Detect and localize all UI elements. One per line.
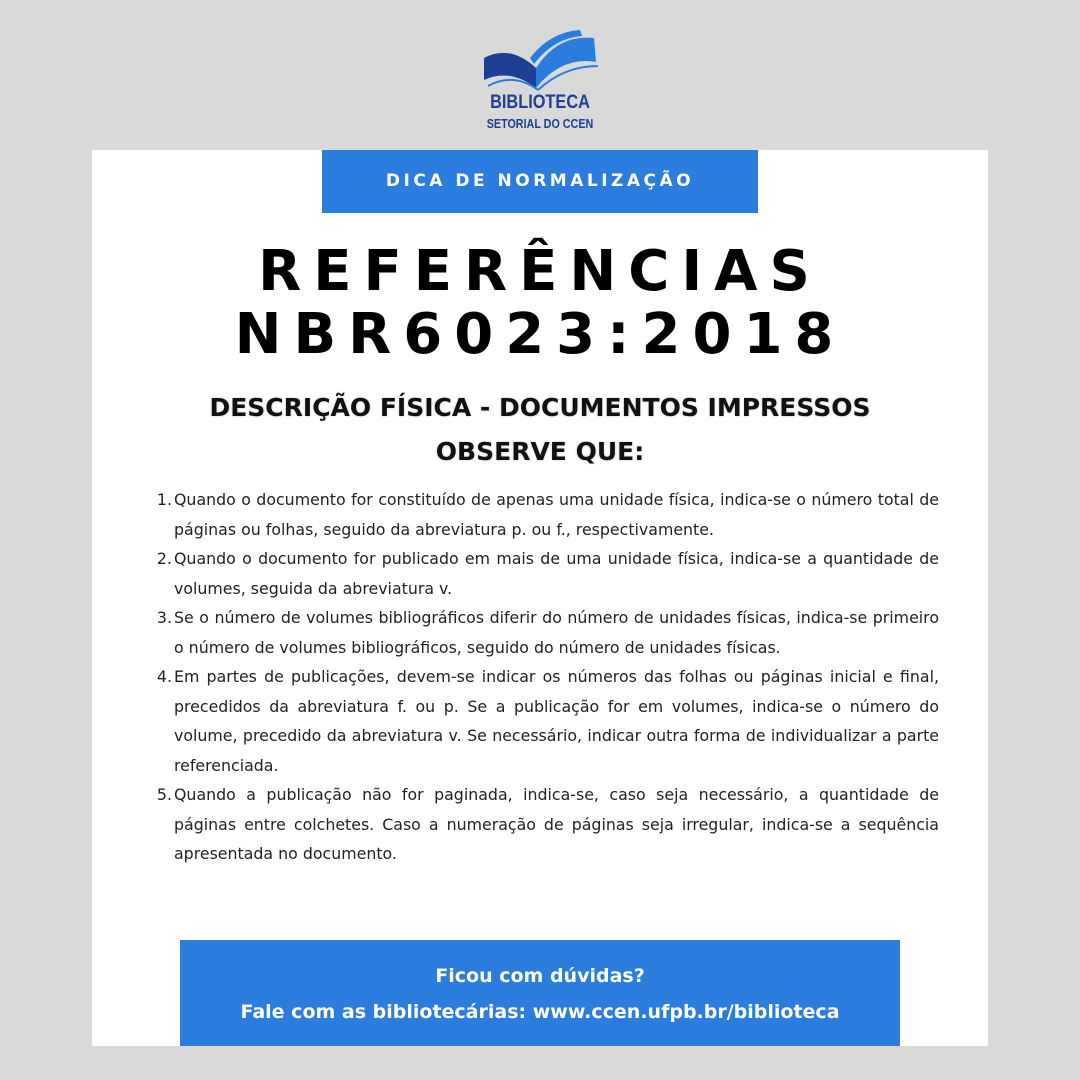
list-item-text: Quando a publicação não for paginada, indica-se, caso seja necessário, a quantidade de páginas entre colchetes. Caso a numeração de páginas seja irregular, indica-se a sequência apresentada no documento. <box>174 785 939 863</box>
list-item <box>156 780 939 869</box>
page-title-line1: REFERÊNCIAS <box>258 239 822 304</box>
list-item-number: 1. <box>156 490 172 509</box>
logo-subtitle: SETORIAL DO CCEN <box>486 117 594 131</box>
list-item-text: Se o número de volumes bibliográficos diferir do número de unidades físicas, indica-se primeiro o número de volumes bibliográficos, seguido do número de unidades físicas. <box>174 608 939 657</box>
list-item <box>156 485 939 544</box>
section-subheading: OBSERVE QUE: <box>435 437 645 466</box>
library-logo <box>470 28 610 140</box>
list-item-text: Em partes de publicações, devem-se indicar os números das folhas ou páginas inicial e final, precedidos da abreviatura f. ou p. Se a publicação for em volumes, indica-se o número do volume, precedido da abreviatura v. Se necessário, indicar outra forma de individualizar a parte referenciada. <box>174 667 939 775</box>
contact-question: Ficou com dúvidas? <box>435 965 645 987</box>
list-item-text: Quando o documento for publicado em mais de uma unidade física, indica-se a quantidade de volumes, seguida da abreviatura v. <box>174 549 939 598</box>
list-item-text: Quando o documento for constituído de apenas uma unidade física, indica-se o número total de páginas ou folhas, seguido da abreviatura p. ou f., respectivamente. <box>174 490 939 539</box>
logo-title: BIBLIOTECA <box>490 92 590 113</box>
category-tag: DICA DE NORMALIZAÇÃO <box>322 150 758 213</box>
list-item-number: 5. <box>156 785 172 804</box>
page-title-line2: NBR6023:2018 <box>234 302 846 367</box>
list-item <box>156 544 939 603</box>
contact-link[interactable]: Fale com as bibliotecárias: www.ccen.ufpb.br/biblioteca <box>240 1001 840 1023</box>
list-item-number: 2. <box>156 549 172 568</box>
contact-banner <box>180 940 900 1046</box>
content-card <box>92 150 988 1046</box>
rules-list <box>156 485 939 869</box>
list-item <box>156 662 939 780</box>
open-book-icon <box>470 28 610 98</box>
list-item-number: 3. <box>156 608 172 627</box>
section-heading: DESCRIÇÃO FÍSICA - DOCUMENTOS IMPRESSOS <box>209 393 871 422</box>
list-item-number: 4. <box>156 667 172 686</box>
list-item <box>156 603 939 662</box>
